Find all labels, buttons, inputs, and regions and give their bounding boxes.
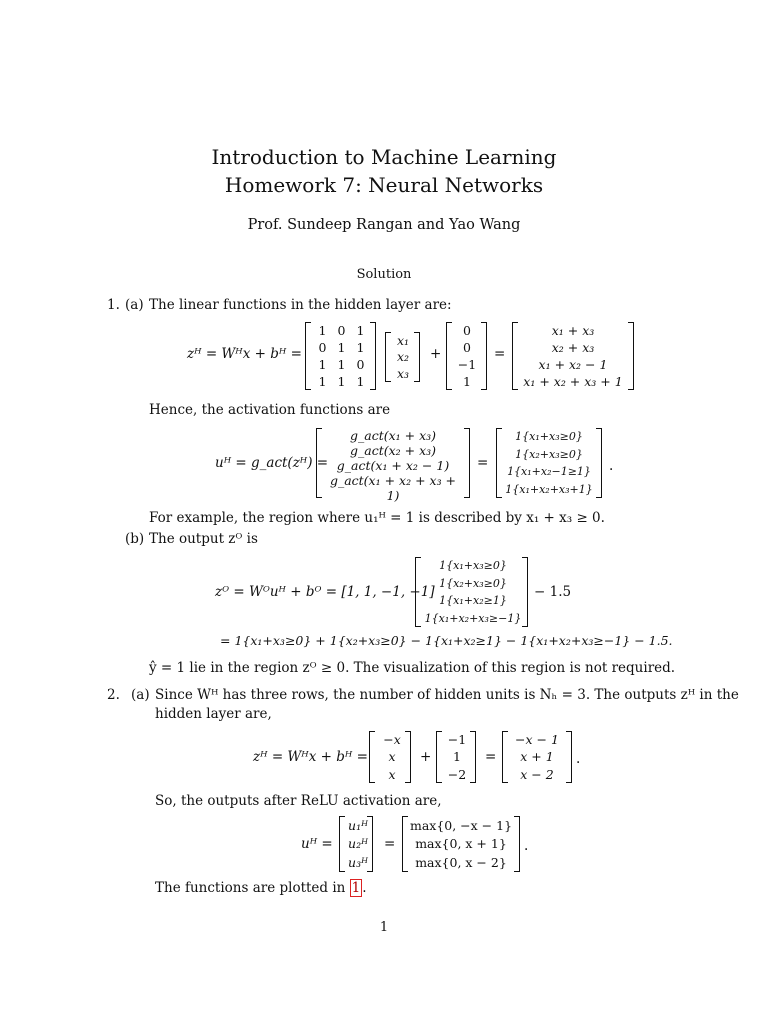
problem-2a-text-line1: Since Wᴴ has three rows, the number of hidden units is Nₕ = 3. The outputs zᴴ in the — [155, 687, 739, 703]
eq1-lhs: zᴴ = Wᴴx + bᴴ = — [187, 346, 302, 362]
vector-b: 0 0 −1 1 — [457, 323, 477, 389]
eq5-lhs: zᴴ = Wᴴx + bᴴ = — [253, 749, 368, 765]
period: . — [576, 751, 581, 767]
bracket-right — [367, 816, 373, 872]
bracket-right — [414, 332, 420, 382]
vector-indicator-2: 1{x₁+x₃≥0} 1{x₂+x₃≥0} 1{x₁+x₂≥1} 1{x₁+x₂+x₃≥−1} — [424, 559, 522, 625]
plotted-text — [155, 880, 367, 896]
eq4: = 1{x₁+x₃≥0} + 1{x₂+x₃≥0} − 1{x₁+x₂≥1} − 1{x₁+x₂+x₃≥−1} − 1.5. — [220, 633, 673, 648]
plus-sign: + — [430, 346, 442, 362]
bracket-right — [470, 731, 476, 783]
vector-z: x₁ + x₃ x₂ + x₃ x₁ + x₂ − 1 x₁ + x₂ + x₃ + 1 — [523, 323, 623, 389]
yhat-text: ŷ = 1 lie in the region zᴼ ≥ 0. The visualization of this region is not required. — [149, 660, 676, 676]
vector-x: x₁ x₂ x₃ — [396, 332, 410, 382]
bracket-right — [405, 731, 411, 783]
vector-gact: g_act(x₁ + x₃) g_act(x₂ + x₃) g_act(x₁ + x₂ − 1) g_act(x₁ + x₂ + x₃ + 1) — [329, 428, 457, 503]
equals-sign: = — [384, 836, 396, 852]
hence-text: Hence, the activation functions are — [149, 402, 391, 418]
problem-1-number: 1. — [107, 297, 120, 313]
problem-1a-text: The linear functions in the hidden layer are: — [149, 297, 452, 313]
authors: Prof. Sundeep Rangan and Yao Wang — [247, 217, 521, 233]
plotted-prefix: The functions are plotted in — [155, 880, 346, 896]
plotted-suffix: . — [362, 880, 367, 896]
bracket-right — [566, 731, 572, 783]
matrix-W: 1 0 1 0 1 1 1 1 0 1 1 1 — [318, 323, 365, 389]
figure-reference-link[interactable]: 1 — [351, 880, 361, 896]
problem-1a-label: (a) — [125, 297, 144, 313]
plus-sign: + — [420, 749, 432, 765]
example-text: For example, the region where u₁ᴴ = 1 is described by x₁ + x₃ ≥ 0. — [149, 510, 605, 526]
title-line-1: Introduction to Machine Learning — [211, 145, 557, 169]
equals-sign: = — [477, 455, 489, 471]
page-number: 1 — [379, 920, 389, 935]
vector-v2: −1 1 −2 — [447, 732, 467, 782]
vector-max: max{0, −x − 1} max{0, x + 1} max{0, x − 2} — [409, 817, 513, 871]
title-line-2: Homework 7: Neural Networks — [224, 173, 544, 197]
eq3-lhs: zᴼ = Wᴼuᴴ + bᴼ = [1, 1, −1, −1] — [215, 584, 435, 600]
vector-indicator: 1{x₁+x₃≥0} 1{x₂+x₃≥0} 1{x₁+x₂−1≥1} 1{x₁+x₂+x₃+1} — [505, 430, 593, 496]
relu-text: So, the outputs after ReLU activation are, — [155, 793, 442, 809]
problem-2a-label: (a) — [131, 687, 150, 703]
problem-2a-text-line2: hidden layer are, — [155, 706, 272, 722]
problem-1b-text: The output zᴼ is — [149, 531, 258, 547]
period: . — [524, 838, 529, 854]
vector-v1: −x x x — [383, 732, 401, 782]
bracket-right — [370, 322, 376, 390]
vector-v3: −x − 1 x + 1 x − 2 — [515, 732, 559, 782]
problem-2-number: 2. — [107, 687, 120, 703]
equals-sign: = — [485, 749, 497, 765]
eq6-lhs: uᴴ = — [301, 836, 333, 852]
problem-1b-label: (b) — [125, 531, 145, 547]
minus-constant: − 1.5 — [534, 584, 572, 600]
subtitle-solution: Solution — [356, 267, 412, 282]
bracket-right — [514, 816, 520, 872]
vector-u: u₁ᴴ u₂ᴴ u₃ᴴ — [348, 817, 368, 871]
bracket-right — [596, 428, 602, 498]
bracket-right — [481, 322, 487, 390]
period: . — [609, 458, 614, 474]
equals-sign: = — [494, 346, 506, 362]
eq2-lhs: uᴴ = g_act(zᴴ) = — [215, 455, 329, 471]
bracket-left — [305, 322, 311, 390]
bracket-right — [628, 322, 634, 390]
bracket-right — [522, 557, 528, 627]
bracket-right — [464, 428, 470, 498]
